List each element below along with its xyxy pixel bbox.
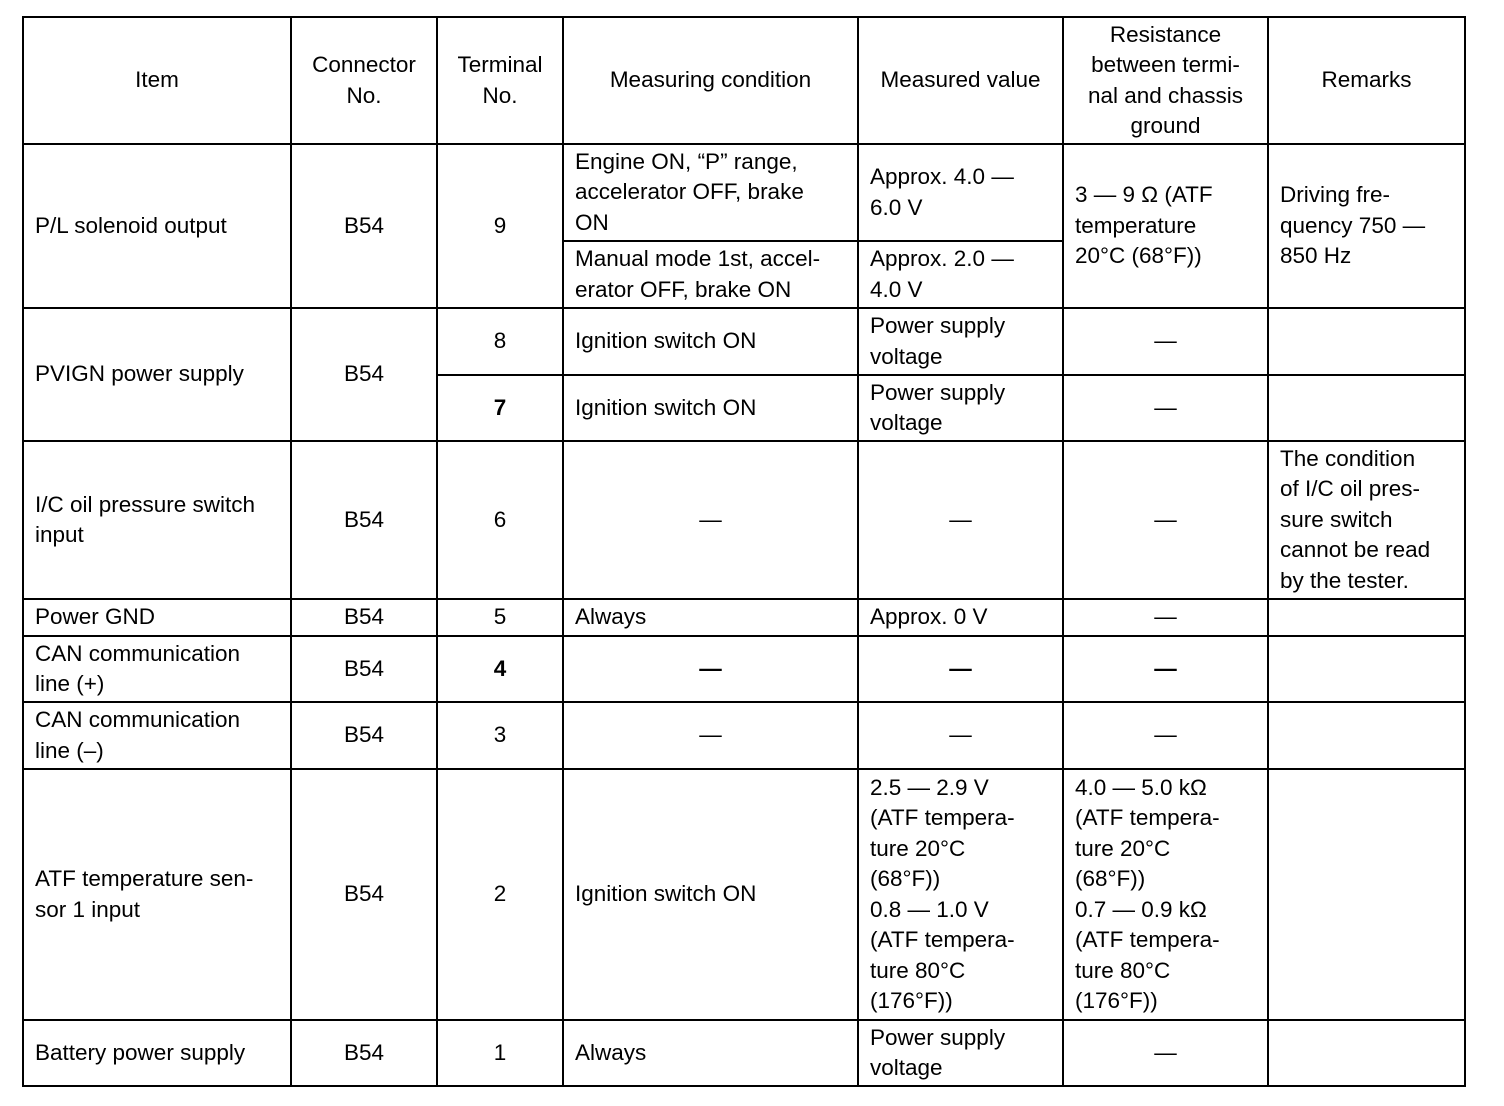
cell-terminal: 6 (437, 441, 563, 599)
cell-condition: — (563, 441, 858, 599)
table-row (23, 1020, 1465, 1086)
header-connector: Connector No. (291, 17, 437, 144)
cell-remarks (1268, 308, 1465, 375)
cell-item: P/L solenoid output (23, 144, 291, 308)
cell-resistance: — (1063, 636, 1268, 702)
cell-condition: Always (563, 599, 858, 636)
cell-terminal: 7 (437, 375, 563, 441)
cell-resistance: — (1063, 599, 1268, 636)
cell-condition: Ignition switch ON (563, 308, 858, 375)
cell-connector: B54 (291, 441, 437, 599)
cell-item: CAN communication line (–) (23, 702, 291, 769)
cell-value: — (858, 441, 1063, 599)
cell-value: 2.5 — 2.9 V (ATF tempera- ture 20°C (68°F)) 0.8 — 1.0 V (ATF tempera- ture 80°C (176°F)) (858, 769, 1063, 1020)
cell-terminal: 9 (437, 144, 563, 308)
cell-remarks: The condition of I/C oil pres- sure switch cannot be read by the tester. (1268, 441, 1465, 599)
cell-condition: Ignition switch ON (563, 375, 858, 441)
cell-item: CAN communication line (+) (23, 636, 291, 702)
cell-condition: Manual mode 1st, accel- erator OFF, brake ON (563, 241, 858, 308)
cell-connector: B54 (291, 599, 437, 636)
table-row (23, 308, 1465, 375)
cell-value: Approx. 4.0 — 6.0 V (858, 144, 1063, 241)
terminal-spec-table (22, 16, 1466, 1087)
cell-item: Battery power supply (23, 1020, 291, 1086)
cell-resistance: 4.0 — 5.0 kΩ (ATF tempera- ture 20°C (68°F)) 0.7 — 0.9 kΩ (ATF tempera- ture 80°C (176°F)) (1063, 769, 1268, 1020)
cell-item: ATF temperature sen- sor 1 input (23, 769, 291, 1020)
cell-condition: — (563, 636, 858, 702)
cell-item: PVIGN power supply (23, 308, 291, 441)
cell-value: Approx. 2.0 — 4.0 V (858, 241, 1063, 308)
cell-resistance: — (1063, 702, 1268, 769)
cell-connector: B54 (291, 769, 437, 1020)
cell-condition: Always (563, 1020, 858, 1086)
header-item: Item (23, 17, 291, 144)
header-condition: Measuring condition (563, 17, 858, 144)
cell-remarks (1268, 1020, 1465, 1086)
cell-item: I/C oil pressure switch input (23, 441, 291, 599)
cell-value: Power supply voltage (858, 308, 1063, 375)
cell-connector: B54 (291, 636, 437, 702)
cell-terminal: 2 (437, 769, 563, 1020)
cell-connector: B54 (291, 308, 437, 441)
cell-terminal: 1 (437, 1020, 563, 1086)
cell-value: Power supply voltage (858, 375, 1063, 441)
cell-resistance: — (1063, 375, 1268, 441)
header-row (23, 17, 1465, 144)
cell-value: Approx. 0 V (858, 599, 1063, 636)
header-terminal: Terminal No. (437, 17, 563, 144)
cell-terminal: 4 (437, 636, 563, 702)
header-remarks: Remarks (1268, 17, 1465, 144)
cell-condition: Ignition switch ON (563, 769, 858, 1020)
cell-terminal: 5 (437, 599, 563, 636)
cell-remarks: Driving fre- quency 750 — 850 Hz (1268, 144, 1465, 308)
cell-remarks (1268, 702, 1465, 769)
cell-condition: Engine ON, “P” range, accelerator OFF, brake ON (563, 144, 858, 241)
header-resistance: Resistance between termi- nal and chassis ground (1063, 17, 1268, 144)
table-row (23, 599, 1465, 636)
cell-resistance: 3 — 9 Ω (ATF temperature 20°C (68°F)) (1063, 144, 1268, 308)
table-row (23, 636, 1465, 702)
table-row (23, 441, 1465, 599)
cell-terminal: 8 (437, 308, 563, 375)
cell-terminal: 3 (437, 702, 563, 769)
table-row (23, 702, 1465, 769)
table-row (23, 769, 1465, 1020)
cell-remarks (1268, 636, 1465, 702)
cell-connector: B54 (291, 1020, 437, 1086)
cell-resistance: — (1063, 308, 1268, 375)
table-row (23, 144, 1465, 241)
cell-remarks (1268, 599, 1465, 636)
cell-resistance: — (1063, 1020, 1268, 1086)
cell-connector: B54 (291, 144, 437, 308)
cell-remarks (1268, 769, 1465, 1020)
header-value: Measured value (858, 17, 1063, 144)
cell-condition: — (563, 702, 858, 769)
cell-remarks (1268, 375, 1465, 441)
cell-value: — (858, 636, 1063, 702)
cell-item: Power GND (23, 599, 291, 636)
cell-resistance: — (1063, 441, 1268, 599)
cell-value: Power supply voltage (858, 1020, 1063, 1086)
cell-value: — (858, 702, 1063, 769)
cell-connector: B54 (291, 702, 437, 769)
